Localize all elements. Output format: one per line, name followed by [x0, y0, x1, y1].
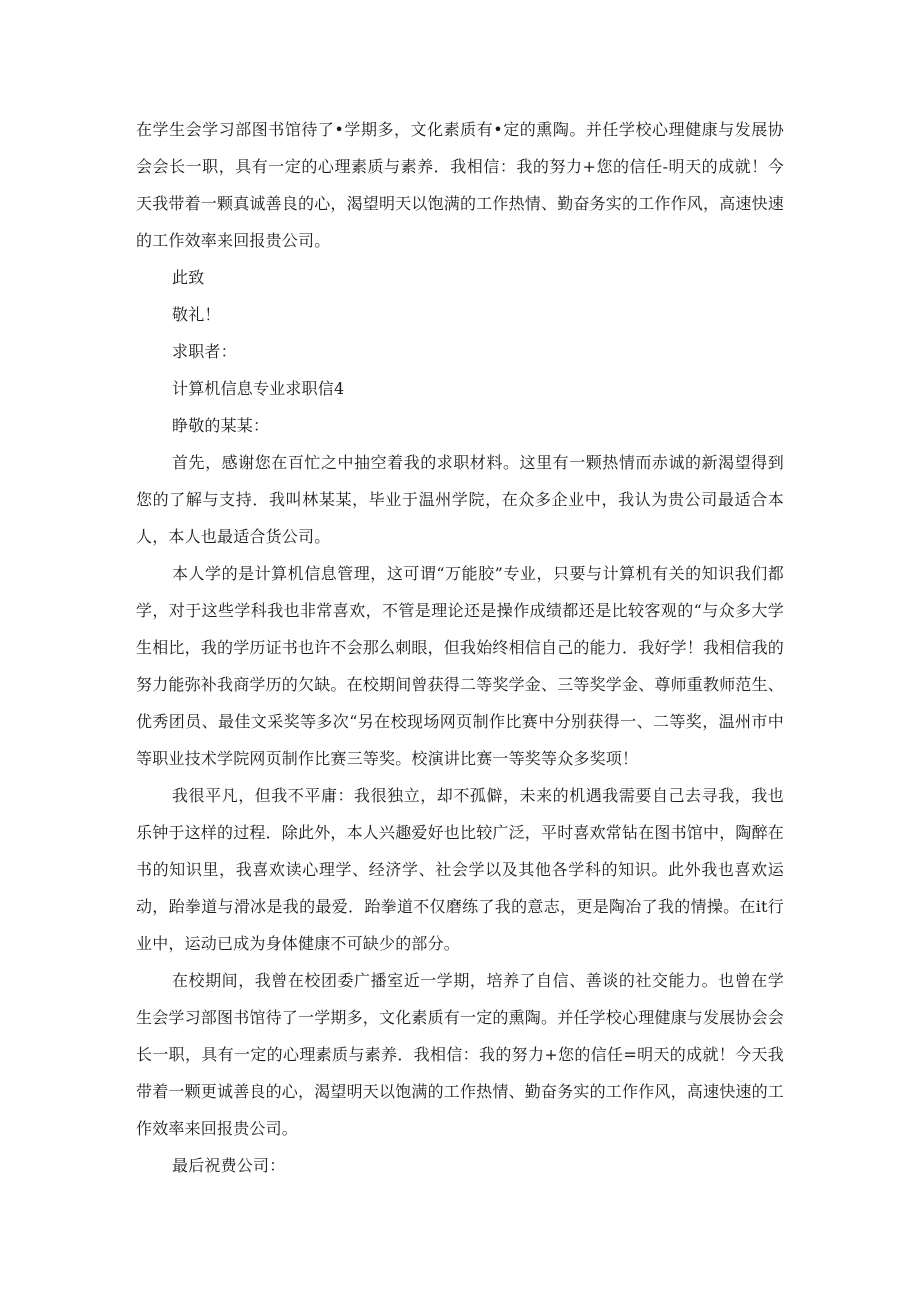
- closing-final-wish: 最后祝费公司：: [172, 1156, 286, 1175]
- paragraph-continuation: 在学生会学习部图书馆待了•学期多，文化素质有•定的熏陶。并任学校心理健康与发展协会会长一职，具有一定的心理素质与素养．我相信：我的努力+您的信任-明天的成就！今天我带着一颗真诚善良的心，渴望明天以饱满的工作热情、勤奋务实的工作作风，高速快速的工作效率来回报贵公司。: [136, 120, 785, 250]
- closing-jing-li: 敬礼！: [172, 305, 221, 324]
- paragraph-intro: 首先，感谢您在百忙之中抽空着我的求职材料。这里有一颗热情而赤诚的新渴望得到您的了解与支持．我叫林某某，毕业于温州学院，在众多企业中，我认为贵公司最适合本人，本人也最适合货公司。: [136, 453, 784, 546]
- salutation: 睁敬的某某：: [172, 416, 270, 435]
- paragraph-education: 本人学的是计算机信息管理，这可谓“万能胶”专业，只要与计算机有关的知识我们都学，对于这些学科我也非常喜欢，不管是理论还是操作成绩都还是比较客观的“与众多大学生相比，我的学历证书也许不会那么刺眼，但我始终相信自己的能力．我好学！我相信我的努力能弥补我商学历的欠缺。在校期间曾获得二等奖学金、三等奖学金、尊师重教师范生、优秀团员、最佳文采奖等多次“另在校现场网页制作比赛中分别获得一、二等奖，温州市中等职业技术学院网页制作比赛三等奖。校演讲比赛一等奖等众多奖项！: [136, 564, 785, 768]
- signature-label: 求职者：: [172, 342, 237, 361]
- closing-ci-zhi: 此致: [172, 268, 205, 287]
- document-body: [136, 111, 784, 1184]
- letter-title: 计算机信息专业求职信4: [172, 379, 345, 398]
- paragraph-campus-activities: 在校期间，我曾在校团委广播室近一学期，培养了自信、善谈的社交能力。也曾在学生会学习部图书馆待了一学期多，文化素质有一定的熏陶。并任学校心理健康与发展协会会长一职，具有一定的心理素质与素养．我相信：我的努力+您的信任=明天的成就！今天我带着一颗更诚善良的心，渴望明天以饱满的工作热情、勤奋务实的工作作风，高速快速的工作效率来回报贵公司。: [136, 971, 785, 1138]
- paragraph-personality: 我很平凡，但我不平庸：我很独立，却不孤僻，未来的机遇我需要自己去寻我，我也乐钟于这样的过程．除此外，本人兴趣爱好也比较广泛，平时喜欢常钻在图书馆中，陶醉在书的知识里，我喜欢读心理学、经济学、社会学以及其他各学科的知识。此外我也喜欢运动，跆拳道与滑冰是我的最爱．跆拳道不仅磨练了我的意志，更是陶冶了我的情操。在it行业中，运动已成为身体健康不可缺少的部分。: [136, 786, 785, 953]
